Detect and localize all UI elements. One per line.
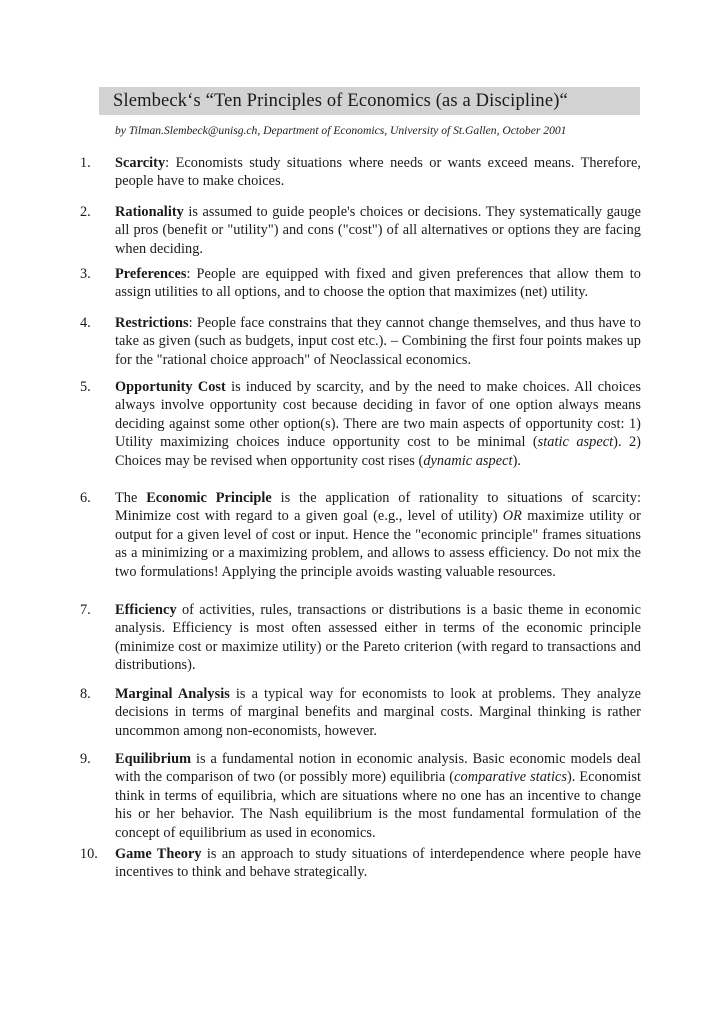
item-text: Preferences: People are equipped with fixed and given preferences that allow them to assign utilities to all options, and to choose the option that maximizes (net) utility. (115, 266, 641, 301)
item-number: 10. (80, 846, 98, 862)
item-number: 3. (80, 266, 91, 282)
item-term: Scarcity (115, 155, 166, 171)
item-number: 4. (80, 315, 91, 331)
page-title: Slembeck‘s “Ten Principles of Economics (as a Discipline)“ (99, 87, 640, 115)
author-byline: by Tilman.Slembeck@unisg.ch, Department of Economics, University of St.Gallen, October 2001 (115, 124, 567, 137)
item-number: 9. (80, 751, 91, 767)
item-term: Marginal Analysis (115, 686, 230, 702)
item-term: Opportunity Cost (115, 379, 226, 395)
item-text: Restrictions: People face constrains that they cannot change themselves, and thus have to take as given (such as budgets, input cost etc.). – Combining the first four points makes up for the "rational choice approach" of Neoclassical economics. (115, 315, 641, 368)
item-text: Scarcity: Economists study situations where needs or wants exceed means. Therefore, people have to make choices. (115, 155, 641, 190)
item-text: Game Theory is an approach to study situations of interdependence where people have incentives to think and behave strategically. (115, 846, 641, 881)
item-term: Economic Principle (146, 490, 272, 506)
item-number: 8. (80, 686, 91, 702)
item-term: Restrictions (115, 315, 189, 331)
item-text: Rationality is assumed to guide people's choices or decisions. They systematically gauge all pros (benefit or "utility") and cons ("cost") of all alternatives or options they are facing when deciding. (115, 204, 641, 257)
item-text: The Economic Principle is the application of rationality to situations of scarcity: Minimize cost with regard to a given goal (e.g., level of utility) OR maximize utility or output for a given level of cost or input. Hence the "economic principle" frames situations as a minimizing or a maximizing problem, and allows to assess efficiency. Do not mix the two formulations! Applying the principle avoids wasting valuable resources. (115, 490, 641, 580)
item-text: Equilibrium is a fundamental notion in economic analysis. Basic economic models deal with the comparison of two (or possibly more) equilibria (comparative statics). Economist think in terms of equilibria, which are situations where no one has an incentive to change his or her behavior. The Nash equilibrium is the most fundamental formulation of the concept of equilibrium as used in economics. (115, 751, 641, 841)
item-number: 6. (80, 490, 91, 506)
item-text: Marginal Analysis is a typical way for economists to look at problems. They analyze decisions in terms of marginal benefits and marginal costs. Marginal thinking is rather uncommon among non-economists, however. (115, 686, 641, 739)
item-number: 7. (80, 602, 91, 618)
item-number: 2. (80, 204, 91, 220)
item-term: Game Theory (115, 846, 202, 862)
item-term: Rationality (115, 204, 184, 220)
item-number: 1. (80, 155, 91, 171)
item-term: Equilibrium (115, 751, 192, 767)
item-text: Efficiency of activities, rules, transactions or distributions is a basic theme in economic analysis. Efficiency is most often assessed either in terms of the economic principle (minimize cost or maximize utility) or the Pareto criterion (with regard to transactions and distributions). (115, 602, 641, 674)
item-number: 5. (80, 379, 91, 395)
item-text: Opportunity Cost is induced by scarcity, and by the need to make choices. All choices always involve opportunity cost because deciding in favor of one option always means deciding against some other option(s). There are two main aspects of opportunity cost: 1) Utility maximizing choices induce opportunity cost to be minimal (static aspect). 2) Choices may be revised when opportunity cost rises (dynamic aspect). (115, 379, 642, 469)
item-term: Preferences (115, 266, 187, 282)
item-term: Efficiency (115, 602, 177, 618)
